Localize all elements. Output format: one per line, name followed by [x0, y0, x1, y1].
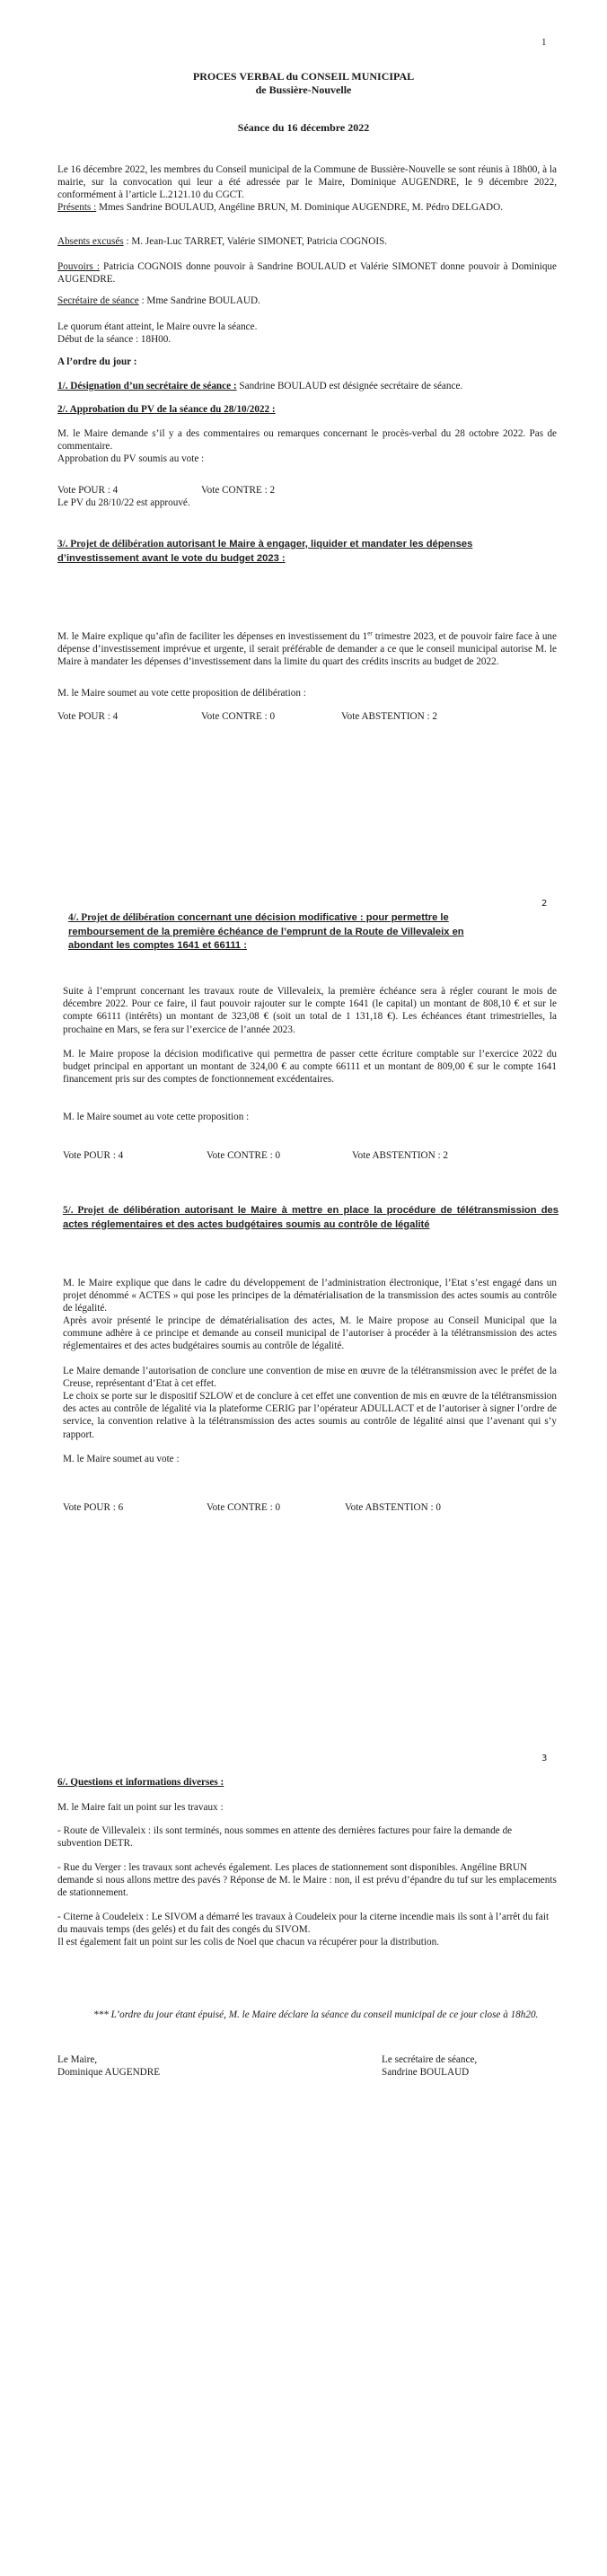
page-number: 2: [541, 899, 548, 909]
vote-contre: Vote CONTRE : 0: [207, 1150, 281, 1161]
section-5-heading: [63, 1204, 559, 1232]
absents-label: Absents excusés: [57, 236, 124, 247]
vote-abstention: Vote ABSTENTION : 2: [352, 1150, 449, 1161]
pouvoirs-paragraph: [57, 260, 557, 286]
vote-abstention: Vote ABSTENTION : 2: [341, 711, 438, 722]
pouvoirs-text: Patricia COGNOIS donne pouvoir à Sandrine BOULAUD et Valérie SIMONET donne pouvoir à Dominique AUGENDRE.: [57, 261, 557, 286]
title-line-1: PROCES VERBAL du CONSEIL MUNICIPAL: [192, 70, 415, 83]
debut-text: Début de la séance : 18H00.: [57, 334, 172, 345]
section-6-item-route-villevaleix: - Route de Villevaleix : ils sont terminés, nous sommes en attente des dernières factures pour faire la demande de subvention DETR.: [57, 1825, 513, 1850]
section-5-heading-rest: délibération autorisant le Maire à mettre en place la procédure de télétransmission des actes réglementaires et des actes budgétaires soumis au contrôle de légalité: [63, 1205, 559, 1230]
section-6-item-rue-verger: - Rue du Verger : les travaux sont achevés également. Les places de stationnement sont disponibles. Angéline BRUN demande si nous allons mettre des pavés ? Réponse de M. le Maire : non, il est prévu d’épandre du tuf sur les emplacements de stationnement.: [57, 1862, 557, 1899]
superscript-er: er: [367, 629, 373, 637]
section-5-paragraph-2: Après avoir présenté le principe de dématérialisation des actes, M. le Maire propose au Conseil Municipal que la commune adhère à ce principe et demande au conseil municipal de l’autoriser à procéder à la télétransmission des actes réglementaires et des actes budgétaires soumis au contrôle de légalité.: [63, 1315, 557, 1352]
section-4-votes: [63, 1149, 566, 1163]
signature-secretaire: [382, 2053, 477, 2079]
section-5-votes: [63, 1501, 566, 1515]
vote-pour: Vote POUR : 6: [63, 1502, 124, 1513]
section-3-heading-rest: autorisant le Maire à engager, liquider et mandater les dépenses d’investissement avant le vote du budget 2023 :: [57, 539, 473, 564]
signature-secretaire-name: Sandrine BOULAUD: [382, 2067, 470, 2079]
seance-date: Séance du 16 décembre 2022: [237, 121, 370, 134]
section-5-paragraph-1: M. le Maire explique que dans le cadre du développement de l’administration électronique, l’Etat s’est engagé dans un projet dénommé « ACTES » qui pose les principes de la dématérialisation de la transmission des actes soumis au contrôle de légalité.: [63, 1278, 557, 1314]
section-2-heading: 2/. Approbation du PV de la séance du 28/10/2022 :: [57, 404, 276, 415]
secretaire-paragraph: [57, 295, 557, 307]
section-1-heading: 1/. Désignation d’un secrétaire de séance :: [57, 381, 237, 391]
section-4-heading: [68, 911, 508, 954]
signature-maire: [57, 2053, 160, 2079]
vote-contre: Vote CONTRE : 0: [201, 711, 276, 722]
section-5-paragraph-4: Le choix se porte sur le dispositif S2LOW et de conclure à cet effet une convention de mis en œuvre de la télétransmission des actes au contrôle de légalité via la plateforme CERIG par l’opérateur ADULLACT et de l’autoriser à signer l’ordre de service, la convention relative à la télétransmission des actes soumis au contrôle de légalité ainsi que l’avenant qui s’y rapport.: [63, 1391, 557, 1440]
section-6-item-colis-noel: Il est également fait un point sur les colis de Noel que chacun va récupérer pour la distribution.: [57, 1937, 439, 1947]
ordre-du-jour-heading: A l’ordre du jour :: [57, 356, 137, 367]
section-1: [57, 380, 557, 392]
absents-text: : M. Jean-Luc TARRET, Valérie SIMONET, Patricia COGNOIS.: [123, 236, 388, 247]
section-1-text: Sandrine BOULAUD est désignée secrétaire de séance.: [236, 381, 463, 391]
section-5-paragraph-3: Le Maire demande l’autorisation de conclure une convention de mise en œuvre de la télétransmission avec le préfet de la Creuse, représentant d’Etat à cet effet.: [63, 1366, 557, 1390]
section-3-soumet: M. le Maire soumet au vote cette proposition de délibération :: [57, 688, 306, 699]
section-6-intro: M. le Maire fait un point sur les travaux :: [57, 1802, 224, 1813]
signature-secretaire-role: Le secrétaire de séance,: [382, 2054, 478, 2065]
vote-pour: Vote POUR : 4: [63, 1150, 124, 1161]
signature-maire-role: Le Maire,: [57, 2054, 98, 2065]
section-6-heading: 6/. Questions et informations diverses :: [57, 1777, 224, 1788]
intro-paragraph: Le 16 décembre 2022, les membres du Conseil municipal de la Commune de Bussière-Nouvelle se sont réunis à 18h00, à la mairie, sur la convocation qui leur a été adressée par le Maire, Dominique AUGENDRE, le 9 décembre 2022, conformément à l’article L.2121.10 du CGCT.: [57, 164, 557, 201]
document-title: [0, 70, 607, 97]
pouvoirs-label: Pouvoirs :: [57, 261, 100, 272]
presents-paragraph: [57, 201, 557, 214]
section-4-text: Suite à l’emprunt concernant les travaux route de Villevaleix, la première échéance sera à régler courant le mois de décembre 2022. Pour ce faire, il faut pouvoir rajouter sur le compte 1641 (le capital) un montant de 808,10 € et sur le compte 66111 (intérêts) un montant de 323,08 € (soit un total de 1 131,18 €). Les échéances étant trimestrielles, la prochaine en Mars, se fera sur l’exercice de l’année 2023.: [63, 986, 557, 1035]
vote-pour: Vote POUR : 4: [57, 485, 119, 496]
section-3-text: [57, 630, 557, 669]
vote-pour: Vote POUR : 4: [57, 711, 119, 722]
section-4-soumet: M. le Maire soumet au vote cette proposition :: [63, 1112, 250, 1122]
section-3-votes: [57, 710, 560, 724]
absents-paragraph: [57, 235, 557, 248]
presents-label: Présents :: [57, 202, 97, 213]
section-3-text-a: M. le Maire explique qu’afin de faciliter les dépenses en investissement du 1: [57, 631, 368, 642]
secretaire-label: Secrétaire de séance: [57, 295, 139, 306]
presents-text: Mmes Sandrine BOULAUD, Angéline BRUN, M. Dominique AUGENDRE, M. Pédro DELGADO.: [96, 202, 503, 213]
section-3-heading: [57, 538, 506, 566]
page-number: 3: [541, 1754, 548, 1763]
section-4-heading-lead: 4/. Projet de délibération: [68, 912, 175, 923]
vote-abstention: Vote ABSTENTION : 0: [345, 1502, 442, 1513]
section-4-heading-rest: concernant une décision modificative : pour permettre le remboursement de la première échéance de l’emprunt de la Route de Villevaleix en abondant les comptes 1641 et 66111 :: [68, 912, 464, 951]
section-5-soumet: M. le Maire soumet au vote :: [63, 1454, 180, 1464]
vote-contre: Vote CONTRE : 0: [207, 1502, 281, 1513]
section-5-heading-lead: 5/. Projet de: [63, 1205, 119, 1216]
title-line-2: de Bussière-Nouvelle: [255, 84, 352, 96]
section-2-votes: [57, 484, 560, 497]
section-2-soumis: Approbation du PV soumis au vote :: [57, 453, 205, 464]
section-6-item-citerne: - Citerne à Coudeleix : Le SIVOM a démarré les travaux à Coudeleix pour la citerne incendie mais ils sont à l’arrêt du fait du mauvais temps (des gelés) et du fait des congés du SIVOM.: [57, 1912, 550, 1936]
signature-maire-name: Dominique AUGENDRE: [57, 2067, 161, 2079]
section-3-text-b: trimestre 2023, et de pouvoir faire face à une dépense d’investissement imprévue et urgente, il serait préférable de demander a ce que le conseil municipal autorise M. le Maire à mandater les dépenses d’investissement dans la limite du quart des crédits inscrits au budget de 2022.: [57, 631, 557, 668]
quorum-text: Le quorum étant atteint, le Maire ouvre la séance.: [57, 321, 258, 332]
section-4-text-2: M. le Maire propose la décision modificative qui permettra de passer cette écriture comptable sur l’exercice 2022 du budget principal en apportant un montant de 324,00 € au compte 66111 et un montant de 809,00 € sur le compte 1641 financement pris sur des comptes de fonctionnement excédentaires.: [63, 1049, 557, 1086]
section-3-heading-lead: 3/. Projet de délibération: [57, 539, 164, 549]
section-2-result: Le PV du 28/10/22 est approuvé.: [57, 497, 190, 508]
page-number: 1: [541, 37, 547, 48]
closing-statement: *** L’ordre du jour étant épuisé, M. le Maire déclare la séance du conseil municipal de ce jour close à 18h20.: [93, 2009, 539, 2020]
section-2-text: M. le Maire demande s’il y a des commentaires ou remarques concernant le procès-verbal du 28 octobre 2022. Pas de commentaire.: [57, 428, 557, 453]
secretaire-text: : Mme Sandrine BOULAUD.: [138, 295, 260, 306]
vote-contre: Vote CONTRE : 2: [201, 485, 276, 496]
